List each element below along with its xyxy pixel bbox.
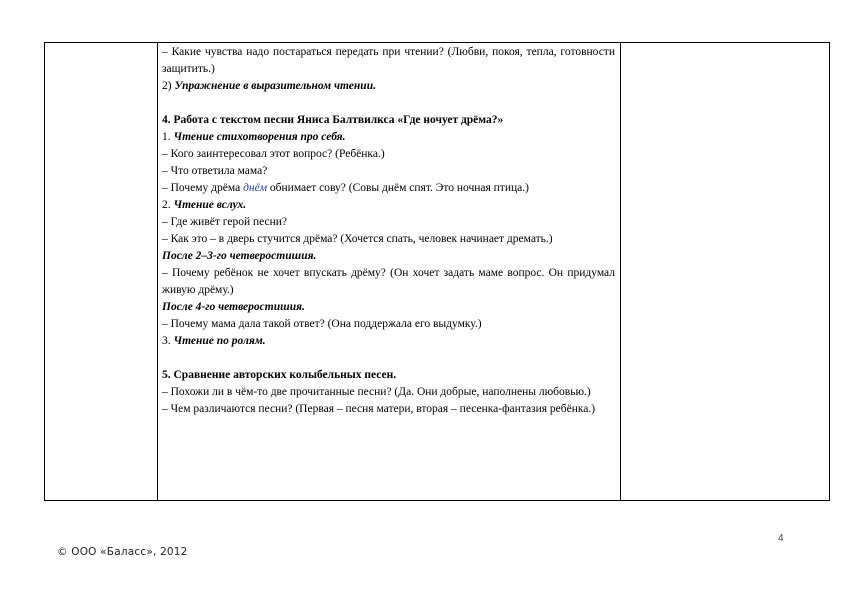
spacer (162, 95, 615, 112)
question-line: – Что ответила мама? (162, 165, 268, 177)
exercise-title: Чтение стихотворения про себя. (173, 131, 346, 143)
question-line: – Какие чувства надо постараться передать при чтении? (Любви, покоя, тепла, готовности защитить.) (162, 46, 615, 75)
exercise-item: 3. Чтение по ролям. (162, 335, 266, 347)
lesson-table (44, 42, 830, 501)
page-number: 4 (778, 533, 784, 544)
question-line: – Похожи ли в чём-то две прочитанные песни? (Да. Они добрые, наполнены любовью.) (162, 386, 591, 398)
reading-note: После 4-го четверостишия. (162, 301, 305, 313)
section-heading: 5. Сравнение авторских колыбельных песен. (162, 369, 397, 381)
table-column-right (621, 43, 829, 500)
exercise-title: Чтение вслух. (173, 199, 247, 211)
table-column-left (45, 43, 158, 500)
question-line: – Почему мама дала такой ответ? (Она поддержала его выдумку.) (162, 318, 482, 330)
exercise-title: Чтение по ролям. (173, 335, 266, 347)
question-line: – Кого заинтересовал этот вопрос? (Ребёнка.) (162, 148, 385, 160)
exercise-item: 2) Упражнение в выразительном чтении. (162, 80, 376, 92)
exercise-item: 1. Чтение стихотворения про себя. (162, 131, 346, 143)
question-line: – Где живёт герой песни? (162, 216, 288, 228)
spacer (162, 350, 615, 367)
exercise-item: 2. Чтение вслух. (162, 199, 247, 211)
lesson-content (162, 44, 615, 418)
question-line: – Почему дрёма днём обнимает сову? (Совы днём спят. Это ночная птица.) (162, 182, 529, 194)
question-line: – Почему ребёнок не хочет впускать дрёму? (Он хочет задать маме вопрос. Он придумал живую дрёму.) (162, 267, 615, 296)
section-heading: 4. Работа с текстом песни Яниса Балтвилкса «Где ночует дрёма?» (162, 114, 504, 126)
copyright-footer: © ООО «Баласс», 2012 (57, 546, 188, 558)
question-line: – Чем различаются песни? (Первая – песня матери, вторая – песенка-фантазия ребёнка.) (162, 403, 596, 415)
reading-note: После 2–3-го четверостишия. (162, 250, 317, 262)
exercise-title: Упражнение в выразительном чтении. (174, 80, 376, 92)
table-column-content (158, 43, 621, 500)
question-line: – Как это – в дверь стучится дрёма? (Хочется спать, человек начинает дремать.) (162, 233, 553, 245)
highlighted-word: днём (243, 182, 268, 194)
